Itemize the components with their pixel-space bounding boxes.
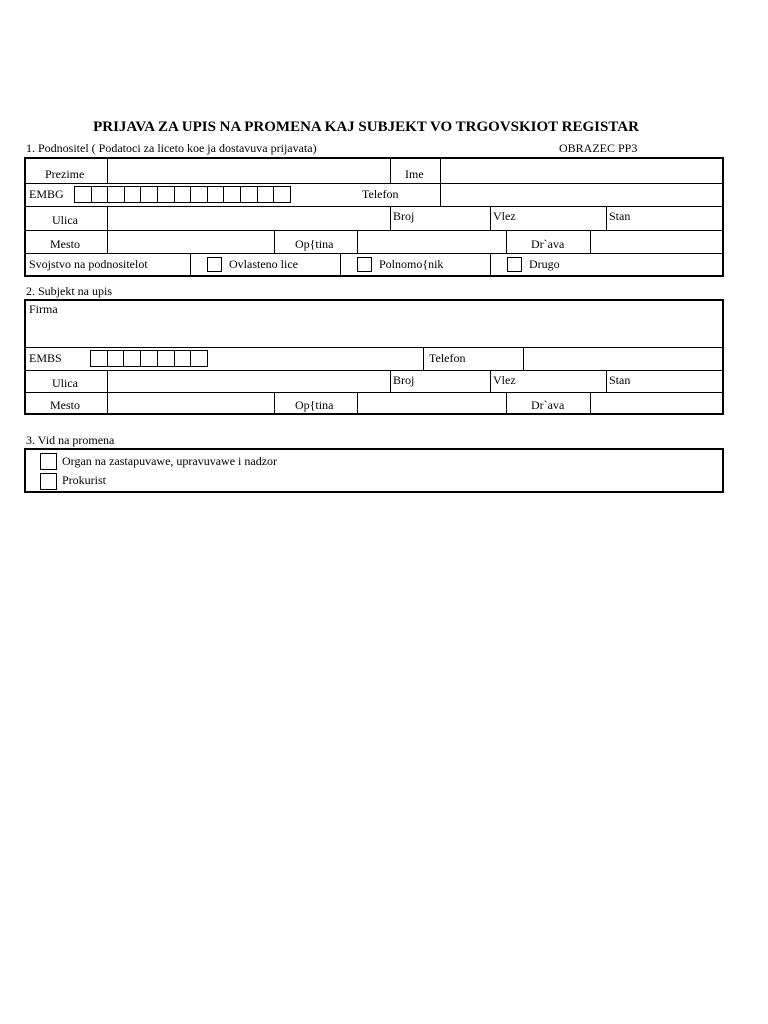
ovlasteno-checkbox[interactable] [207, 257, 222, 272]
mesto-field[interactable] [108, 231, 273, 253]
subject-opstina-label: Op{tina [295, 398, 334, 412]
prezime-label: Prezime [45, 167, 85, 181]
embs-telefon-label: Telefon [429, 351, 466, 365]
firma-field[interactable] [26, 318, 722, 347]
section1-heading: 1. Podnositel ( Podatoci za liceto koe ja dostavuva prijavata) [26, 141, 317, 155]
svojstvo-label: Svojstvo na podnositelot [29, 257, 148, 271]
drzava-field[interactable] [591, 231, 722, 253]
drugo-checkbox[interactable] [507, 257, 522, 272]
form-code: OBRAZEC PP3 [559, 141, 638, 155]
subject-ulica-label: Ulica [52, 376, 78, 390]
telefon-field[interactable] [441, 184, 722, 206]
subject-stan-label: Stan [609, 373, 631, 387]
embg-field[interactable] [74, 186, 291, 203]
polnomosnik-checkbox[interactable] [357, 257, 372, 272]
ovlasteno-label: Ovlasteno lice [229, 257, 298, 271]
organ-label: Organ na zastapuvawe, upravuvawe i nadzor [62, 454, 278, 468]
subject-opstina-field[interactable] [358, 393, 505, 414]
section2-heading: 2. Subjekt na upis [26, 284, 112, 298]
organ-checkbox[interactable] [40, 453, 57, 470]
subject-mesto-field[interactable] [108, 393, 273, 414]
subject-vlez-label: Vlez [493, 373, 516, 387]
subject-drzava-field[interactable] [591, 393, 722, 414]
subject-drzava-label: Dr`ava [531, 398, 565, 412]
stan-label: Stan [609, 209, 631, 223]
vlez-label: Vlez [493, 209, 516, 223]
prokurist-checkbox[interactable] [40, 473, 57, 490]
prezime-field[interactable] [108, 158, 389, 183]
polnomosnik-label: Polnomo{nik [379, 257, 444, 271]
subject-ulica-field[interactable] [108, 371, 389, 392]
section3-heading: 3. Vid na promena [26, 433, 115, 447]
mesto-label: Mesto [50, 237, 80, 251]
embs-label: EMBS [29, 351, 62, 365]
form-title: PRIJAVA ZA UPIS NA PROMENA KAJ SUBJEKT VO TRGOVSKIOT REGISTAR [93, 119, 639, 135]
subject-broj-label: Broj [393, 373, 415, 387]
subject-telefon-field[interactable] [524, 348, 722, 370]
broj-label: Broj [393, 209, 415, 223]
opstina-label: Op{tina [295, 237, 334, 251]
embg-label: EMBG [29, 187, 64, 201]
drugo-label: Drugo [529, 257, 560, 271]
subject-mesto-label: Mesto [50, 398, 80, 412]
firma-label: Firma [29, 302, 58, 316]
telefon-label: Telefon [362, 187, 399, 201]
prokurist-label: Prokurist [62, 473, 107, 487]
ulica-label: Ulica [52, 213, 78, 227]
ulica-field[interactable] [108, 207, 389, 230]
ime-field[interactable] [441, 158, 722, 183]
ime-label: Ime [405, 167, 424, 181]
opstina-field[interactable] [358, 231, 505, 253]
drzava-label: Dr`ava [531, 237, 565, 251]
embs-field[interactable] [90, 350, 208, 367]
